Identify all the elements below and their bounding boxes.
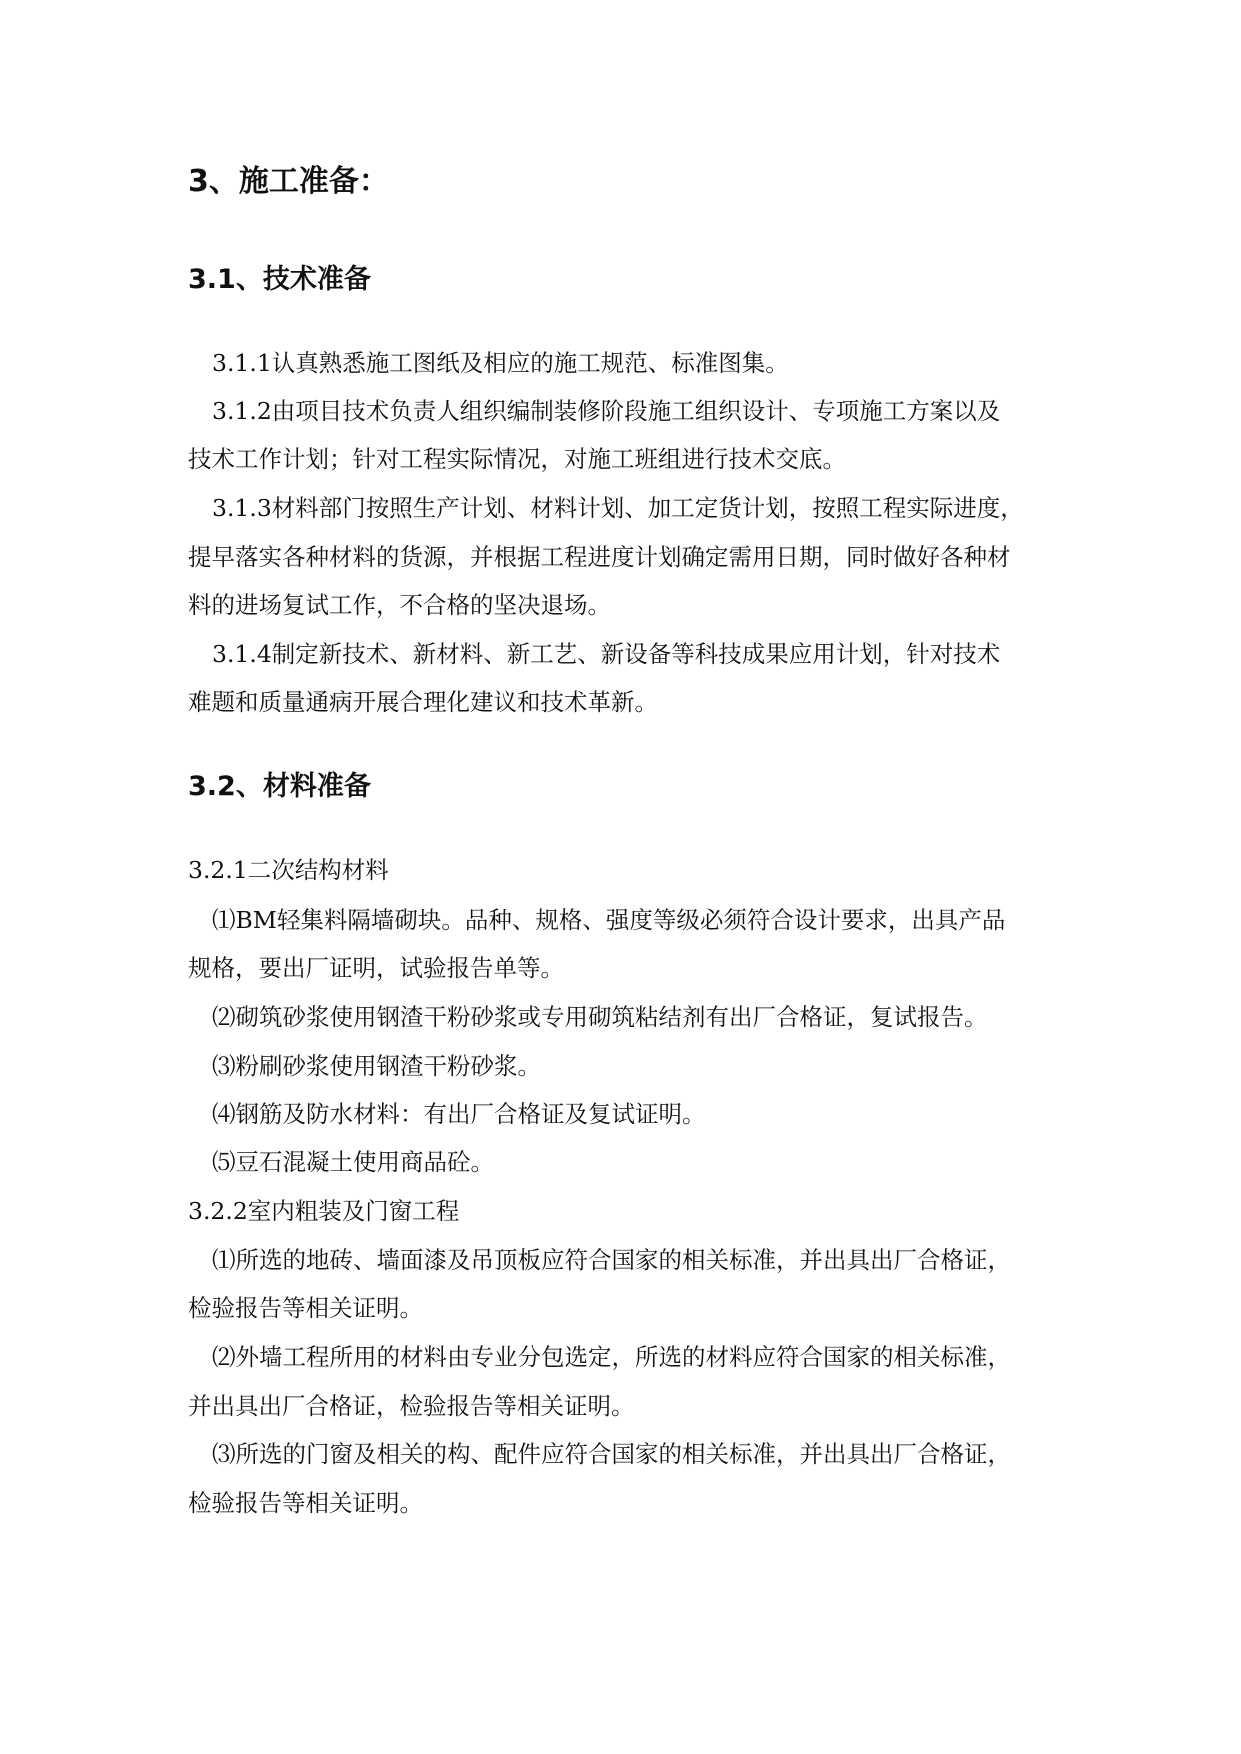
paragraph-line: ⑵砌筑砂浆使用钢渣干粉砂浆或专用砌筑粘结剂有出厂合格证，复试报告。 bbox=[212, 1003, 988, 1031]
paragraph-line: 技术工作计划；针对工程实际情况，对施工班组进行技术交底。 bbox=[188, 445, 846, 473]
paragraph-line: 检验报告等相关证明。 bbox=[188, 1294, 423, 1322]
paragraph-line: ⑸豆石混凝土使用商品砼。 bbox=[212, 1148, 494, 1176]
paragraph-line: 3.1.1认真熟悉施工图纸及相应的施工规范、标准图集。 bbox=[212, 349, 789, 377]
paragraph-line: 并出具出厂合格证，检验报告等相关证明。 bbox=[188, 1392, 635, 1420]
subsection-title: 3.2.1二次结构材料 bbox=[188, 856, 389, 884]
paragraph-line: ⑴BM轻集料隔墙砌块。品种、规格、强度等级必须符合设计要求，出具产品 bbox=[212, 906, 1006, 934]
chapter-heading: 3、施工准备： bbox=[188, 164, 389, 199]
paragraph-line: 3.1.3材料部门按照生产计划、材料计划、加工定货计划，按照工程实际进度， bbox=[212, 494, 1024, 522]
subsection-title: 3.2.2室内粗装及门窗工程 bbox=[188, 1197, 460, 1225]
paragraph-line: 提早落实各种材料的货源，并根据工程进度计划确定需用日期，同时做好各种材 bbox=[188, 543, 1011, 571]
paragraph-line: ⑷钢筋及防水材料：有出厂合格证及复试证明。 bbox=[212, 1100, 706, 1128]
section-title-3-1: 3.1、技术准备 bbox=[188, 264, 371, 295]
paragraph-line: 检验报告等相关证明。 bbox=[188, 1489, 423, 1517]
paragraph-line: 难题和质量通病开展合理化建议和技术革新。 bbox=[188, 688, 658, 716]
paragraph-line: ⑶粉刷砂浆使用钢渣干粉砂浆。 bbox=[212, 1052, 541, 1080]
paragraph-line: ⑶所选的门窗及相关的构、配件应符合国家的相关标准，并出具出厂合格证， bbox=[212, 1440, 1011, 1468]
paragraph-line: 3.1.2由项目技术负责人组织编制装修阶段施工组织设计、专项施工方案以及 bbox=[212, 397, 1001, 425]
paragraph-line: ⑴所选的地砖、墙面漆及吊顶板应符合国家的相关标准，并出具出厂合格证， bbox=[212, 1246, 1011, 1274]
paragraph-line: 规格，要出厂证明，试验报告单等。 bbox=[188, 954, 564, 982]
paragraph-line: ⑵外墙工程所用的材料由专业分包选定，所选的材料应符合国家的相关标准， bbox=[212, 1343, 1011, 1371]
paragraph-line: 料的进场复试工作，不合格的坚决退场。 bbox=[188, 591, 611, 619]
section-title-3-2: 3.2、材料准备 bbox=[188, 771, 371, 802]
paragraph-line: 3.1.4制定新技术、新材料、新工艺、新设备等科技成果应用计划，针对技术 bbox=[212, 640, 1001, 668]
